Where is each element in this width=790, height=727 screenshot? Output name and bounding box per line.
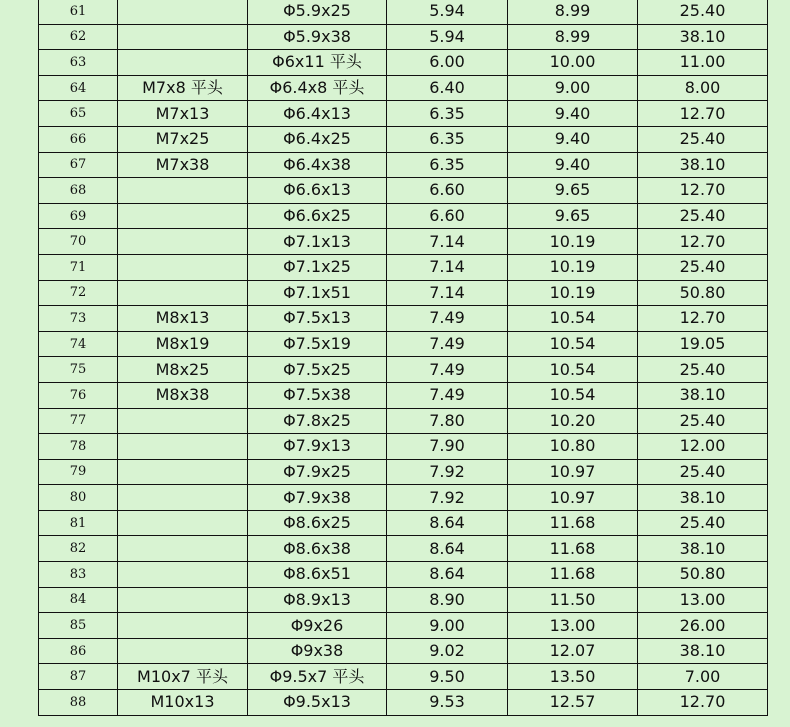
length-cell: 50.80 [638, 280, 768, 306]
row-number-cell: 71 [39, 254, 118, 280]
outer-diameter-cell: 10.54 [508, 331, 638, 357]
outer-diameter-cell: 10.20 [508, 408, 638, 434]
row-number-cell: 85 [39, 613, 118, 639]
table-row [39, 357, 768, 383]
outer-diameter-cell: 13.50 [508, 664, 638, 690]
row-number-cell: 77 [39, 408, 118, 434]
length-cell: 25.40 [638, 459, 768, 485]
length-cell: 25.40 [638, 510, 768, 536]
spec-table [38, 0, 768, 716]
outer-diameter-cell: 10.97 [508, 485, 638, 511]
outer-diameter-cell: 8.99 [508, 24, 638, 50]
outer-diameter-cell: 10.19 [508, 254, 638, 280]
table-row [39, 434, 768, 460]
length-cell: 19.05 [638, 331, 768, 357]
table-row [39, 690, 768, 716]
metric-size-cell: M7x8 平头 [118, 75, 248, 101]
metric-size-cell: M8x19 [118, 331, 248, 357]
length-cell: 25.40 [638, 254, 768, 280]
inner-diameter-cell: 7.14 [387, 229, 508, 255]
inner-diameter-cell: 6.00 [387, 50, 508, 76]
inner-diameter-cell: 6.60 [387, 203, 508, 229]
table-row [39, 587, 768, 613]
length-cell: 25.40 [638, 357, 768, 383]
imperial-size-cell: Φ7.9x25 [248, 459, 387, 485]
table-row [39, 382, 768, 408]
metric-size-cell [118, 613, 248, 639]
inner-diameter-cell: 8.64 [387, 510, 508, 536]
outer-diameter-cell: 9.40 [508, 126, 638, 152]
imperial-size-cell: Φ7.8x25 [248, 408, 387, 434]
metric-size-cell [118, 510, 248, 536]
inner-diameter-cell: 8.64 [387, 562, 508, 588]
metric-size-cell [118, 178, 248, 204]
metric-size-cell: M10x13 [118, 690, 248, 716]
outer-diameter-cell: 11.50 [508, 587, 638, 613]
length-cell: 25.40 [638, 126, 768, 152]
length-cell: 38.10 [638, 382, 768, 408]
metric-size-cell [118, 203, 248, 229]
row-number-cell: 68 [39, 178, 118, 204]
inner-diameter-cell: 9.00 [387, 613, 508, 639]
outer-diameter-cell: 10.54 [508, 357, 638, 383]
metric-size-cell: M8x13 [118, 306, 248, 332]
row-number-cell: 82 [39, 536, 118, 562]
row-number-cell: 70 [39, 229, 118, 255]
imperial-size-cell: Φ9x38 [248, 638, 387, 664]
metric-size-cell [118, 280, 248, 306]
inner-diameter-cell: 7.49 [387, 357, 508, 383]
imperial-size-cell: Φ6.4x13 [248, 101, 387, 127]
row-number-cell: 62 [39, 24, 118, 50]
outer-diameter-cell: 12.57 [508, 690, 638, 716]
row-number-cell: 73 [39, 306, 118, 332]
outer-diameter-cell: 10.54 [508, 382, 638, 408]
imperial-size-cell: Φ7.1x13 [248, 229, 387, 255]
table-row [39, 24, 768, 50]
table-row [39, 306, 768, 332]
length-cell: 38.10 [638, 536, 768, 562]
metric-size-cell: M10x7 平头 [118, 664, 248, 690]
row-number-cell: 63 [39, 50, 118, 76]
row-number-cell: 84 [39, 587, 118, 613]
outer-diameter-cell: 10.80 [508, 434, 638, 460]
imperial-size-cell: Φ6.4x38 [248, 152, 387, 178]
outer-diameter-cell: 8.99 [508, 0, 638, 24]
inner-diameter-cell: 7.92 [387, 485, 508, 511]
length-cell: 13.00 [638, 587, 768, 613]
length-cell: 12.70 [638, 306, 768, 332]
imperial-size-cell: Φ7.9x13 [248, 434, 387, 460]
length-cell: 25.40 [638, 203, 768, 229]
table-row [39, 75, 768, 101]
row-number-cell: 64 [39, 75, 118, 101]
metric-size-cell [118, 434, 248, 460]
outer-diameter-cell: 10.97 [508, 459, 638, 485]
length-cell: 12.70 [638, 690, 768, 716]
imperial-size-cell: Φ7.1x51 [248, 280, 387, 306]
table-row [39, 152, 768, 178]
table-row [39, 254, 768, 280]
table-row [39, 203, 768, 229]
imperial-size-cell: Φ7.9x38 [248, 485, 387, 511]
table-row [39, 510, 768, 536]
table-row [39, 126, 768, 152]
inner-diameter-cell: 7.90 [387, 434, 508, 460]
outer-diameter-cell: 10.54 [508, 306, 638, 332]
table-row [39, 408, 768, 434]
imperial-size-cell: Φ6.6x25 [248, 203, 387, 229]
length-cell: 38.10 [638, 24, 768, 50]
row-number-cell: 61 [39, 0, 118, 24]
outer-diameter-cell: 9.65 [508, 178, 638, 204]
table-row [39, 485, 768, 511]
imperial-size-cell: Φ8.6x38 [248, 536, 387, 562]
metric-size-cell [118, 24, 248, 50]
metric-size-cell [118, 638, 248, 664]
length-cell: 50.80 [638, 562, 768, 588]
row-number-cell: 83 [39, 562, 118, 588]
imperial-size-cell: Φ7.5x19 [248, 331, 387, 357]
length-cell: 38.10 [638, 485, 768, 511]
length-cell: 12.70 [638, 101, 768, 127]
table-row [39, 562, 768, 588]
inner-diameter-cell: 6.35 [387, 101, 508, 127]
outer-diameter-cell: 10.19 [508, 229, 638, 255]
inner-diameter-cell: 7.49 [387, 331, 508, 357]
metric-size-cell [118, 536, 248, 562]
row-number-cell: 66 [39, 126, 118, 152]
spec-table-body [39, 0, 768, 715]
imperial-size-cell: Φ8.6x51 [248, 562, 387, 588]
length-cell: 8.00 [638, 75, 768, 101]
length-cell: 26.00 [638, 613, 768, 639]
length-cell: 7.00 [638, 664, 768, 690]
inner-diameter-cell: 6.60 [387, 178, 508, 204]
imperial-size-cell: Φ6.6x13 [248, 178, 387, 204]
table-row [39, 229, 768, 255]
imperial-size-cell: Φ6.4x25 [248, 126, 387, 152]
length-cell: 12.70 [638, 229, 768, 255]
outer-diameter-cell: 11.68 [508, 536, 638, 562]
length-cell: 25.40 [638, 408, 768, 434]
table-row [39, 664, 768, 690]
imperial-size-cell: Φ7.5x25 [248, 357, 387, 383]
inner-diameter-cell: 8.90 [387, 587, 508, 613]
row-number-cell: 79 [39, 459, 118, 485]
row-number-cell: 69 [39, 203, 118, 229]
outer-diameter-cell: 9.40 [508, 101, 638, 127]
row-number-cell: 74 [39, 331, 118, 357]
row-number-cell: 86 [39, 638, 118, 664]
imperial-size-cell: Φ8.9x13 [248, 587, 387, 613]
length-cell: 12.00 [638, 434, 768, 460]
metric-size-cell [118, 0, 248, 24]
row-number-cell: 72 [39, 280, 118, 306]
imperial-size-cell: Φ7.5x38 [248, 382, 387, 408]
inner-diameter-cell: 7.80 [387, 408, 508, 434]
outer-diameter-cell: 11.68 [508, 510, 638, 536]
imperial-size-cell: Φ5.9x38 [248, 24, 387, 50]
row-number-cell: 65 [39, 101, 118, 127]
imperial-size-cell: Φ5.9x25 [248, 0, 387, 24]
row-number-cell: 78 [39, 434, 118, 460]
imperial-size-cell: Φ7.1x25 [248, 254, 387, 280]
table-row [39, 178, 768, 204]
outer-diameter-cell: 9.00 [508, 75, 638, 101]
table-row [39, 536, 768, 562]
metric-size-cell [118, 229, 248, 255]
metric-size-cell [118, 408, 248, 434]
outer-diameter-cell: 11.68 [508, 562, 638, 588]
metric-size-cell: M7x38 [118, 152, 248, 178]
inner-diameter-cell: 7.49 [387, 382, 508, 408]
metric-size-cell: M7x13 [118, 101, 248, 127]
inner-diameter-cell: 5.94 [387, 0, 508, 24]
inner-diameter-cell: 9.53 [387, 690, 508, 716]
metric-size-cell: M8x38 [118, 382, 248, 408]
metric-size-cell [118, 587, 248, 613]
row-number-cell: 75 [39, 357, 118, 383]
row-number-cell: 87 [39, 664, 118, 690]
imperial-size-cell: Φ6x11 平头 [248, 50, 387, 76]
row-number-cell: 81 [39, 510, 118, 536]
imperial-size-cell: Φ9x26 [248, 613, 387, 639]
row-number-cell: 80 [39, 485, 118, 511]
metric-size-cell [118, 254, 248, 280]
row-number-cell: 76 [39, 382, 118, 408]
table-row [39, 0, 768, 24]
inner-diameter-cell: 6.35 [387, 152, 508, 178]
imperial-size-cell: Φ9.5x7 平头 [248, 664, 387, 690]
table-row [39, 101, 768, 127]
imperial-size-cell: Φ8.6x25 [248, 510, 387, 536]
inner-diameter-cell: 7.14 [387, 254, 508, 280]
metric-size-cell [118, 50, 248, 76]
table-row [39, 50, 768, 76]
inner-diameter-cell: 9.50 [387, 664, 508, 690]
inner-diameter-cell: 7.92 [387, 459, 508, 485]
length-cell: 12.70 [638, 178, 768, 204]
outer-diameter-cell: 9.65 [508, 203, 638, 229]
metric-size-cell: M8x25 [118, 357, 248, 383]
length-cell: 25.40 [638, 0, 768, 24]
table-row [39, 459, 768, 485]
table-row [39, 280, 768, 306]
imperial-size-cell: Φ7.5x13 [248, 306, 387, 332]
metric-size-cell [118, 459, 248, 485]
outer-diameter-cell: 13.00 [508, 613, 638, 639]
inner-diameter-cell: 6.35 [387, 126, 508, 152]
outer-diameter-cell: 10.00 [508, 50, 638, 76]
table-row [39, 613, 768, 639]
inner-diameter-cell: 5.94 [387, 24, 508, 50]
table-row [39, 638, 768, 664]
length-cell: 38.10 [638, 152, 768, 178]
inner-diameter-cell: 7.49 [387, 306, 508, 332]
row-number-cell: 67 [39, 152, 118, 178]
outer-diameter-cell: 12.07 [508, 638, 638, 664]
imperial-size-cell: Φ9.5x13 [248, 690, 387, 716]
inner-diameter-cell: 9.02 [387, 638, 508, 664]
imperial-size-cell: Φ6.4x8 平头 [248, 75, 387, 101]
outer-diameter-cell: 9.40 [508, 152, 638, 178]
table-row [39, 331, 768, 357]
inner-diameter-cell: 7.14 [387, 280, 508, 306]
length-cell: 38.10 [638, 638, 768, 664]
metric-size-cell [118, 562, 248, 588]
metric-size-cell: M7x25 [118, 126, 248, 152]
row-number-cell: 88 [39, 690, 118, 716]
outer-diameter-cell: 10.19 [508, 280, 638, 306]
inner-diameter-cell: 6.40 [387, 75, 508, 101]
inner-diameter-cell: 8.64 [387, 536, 508, 562]
metric-size-cell [118, 485, 248, 511]
length-cell: 11.00 [638, 50, 768, 76]
